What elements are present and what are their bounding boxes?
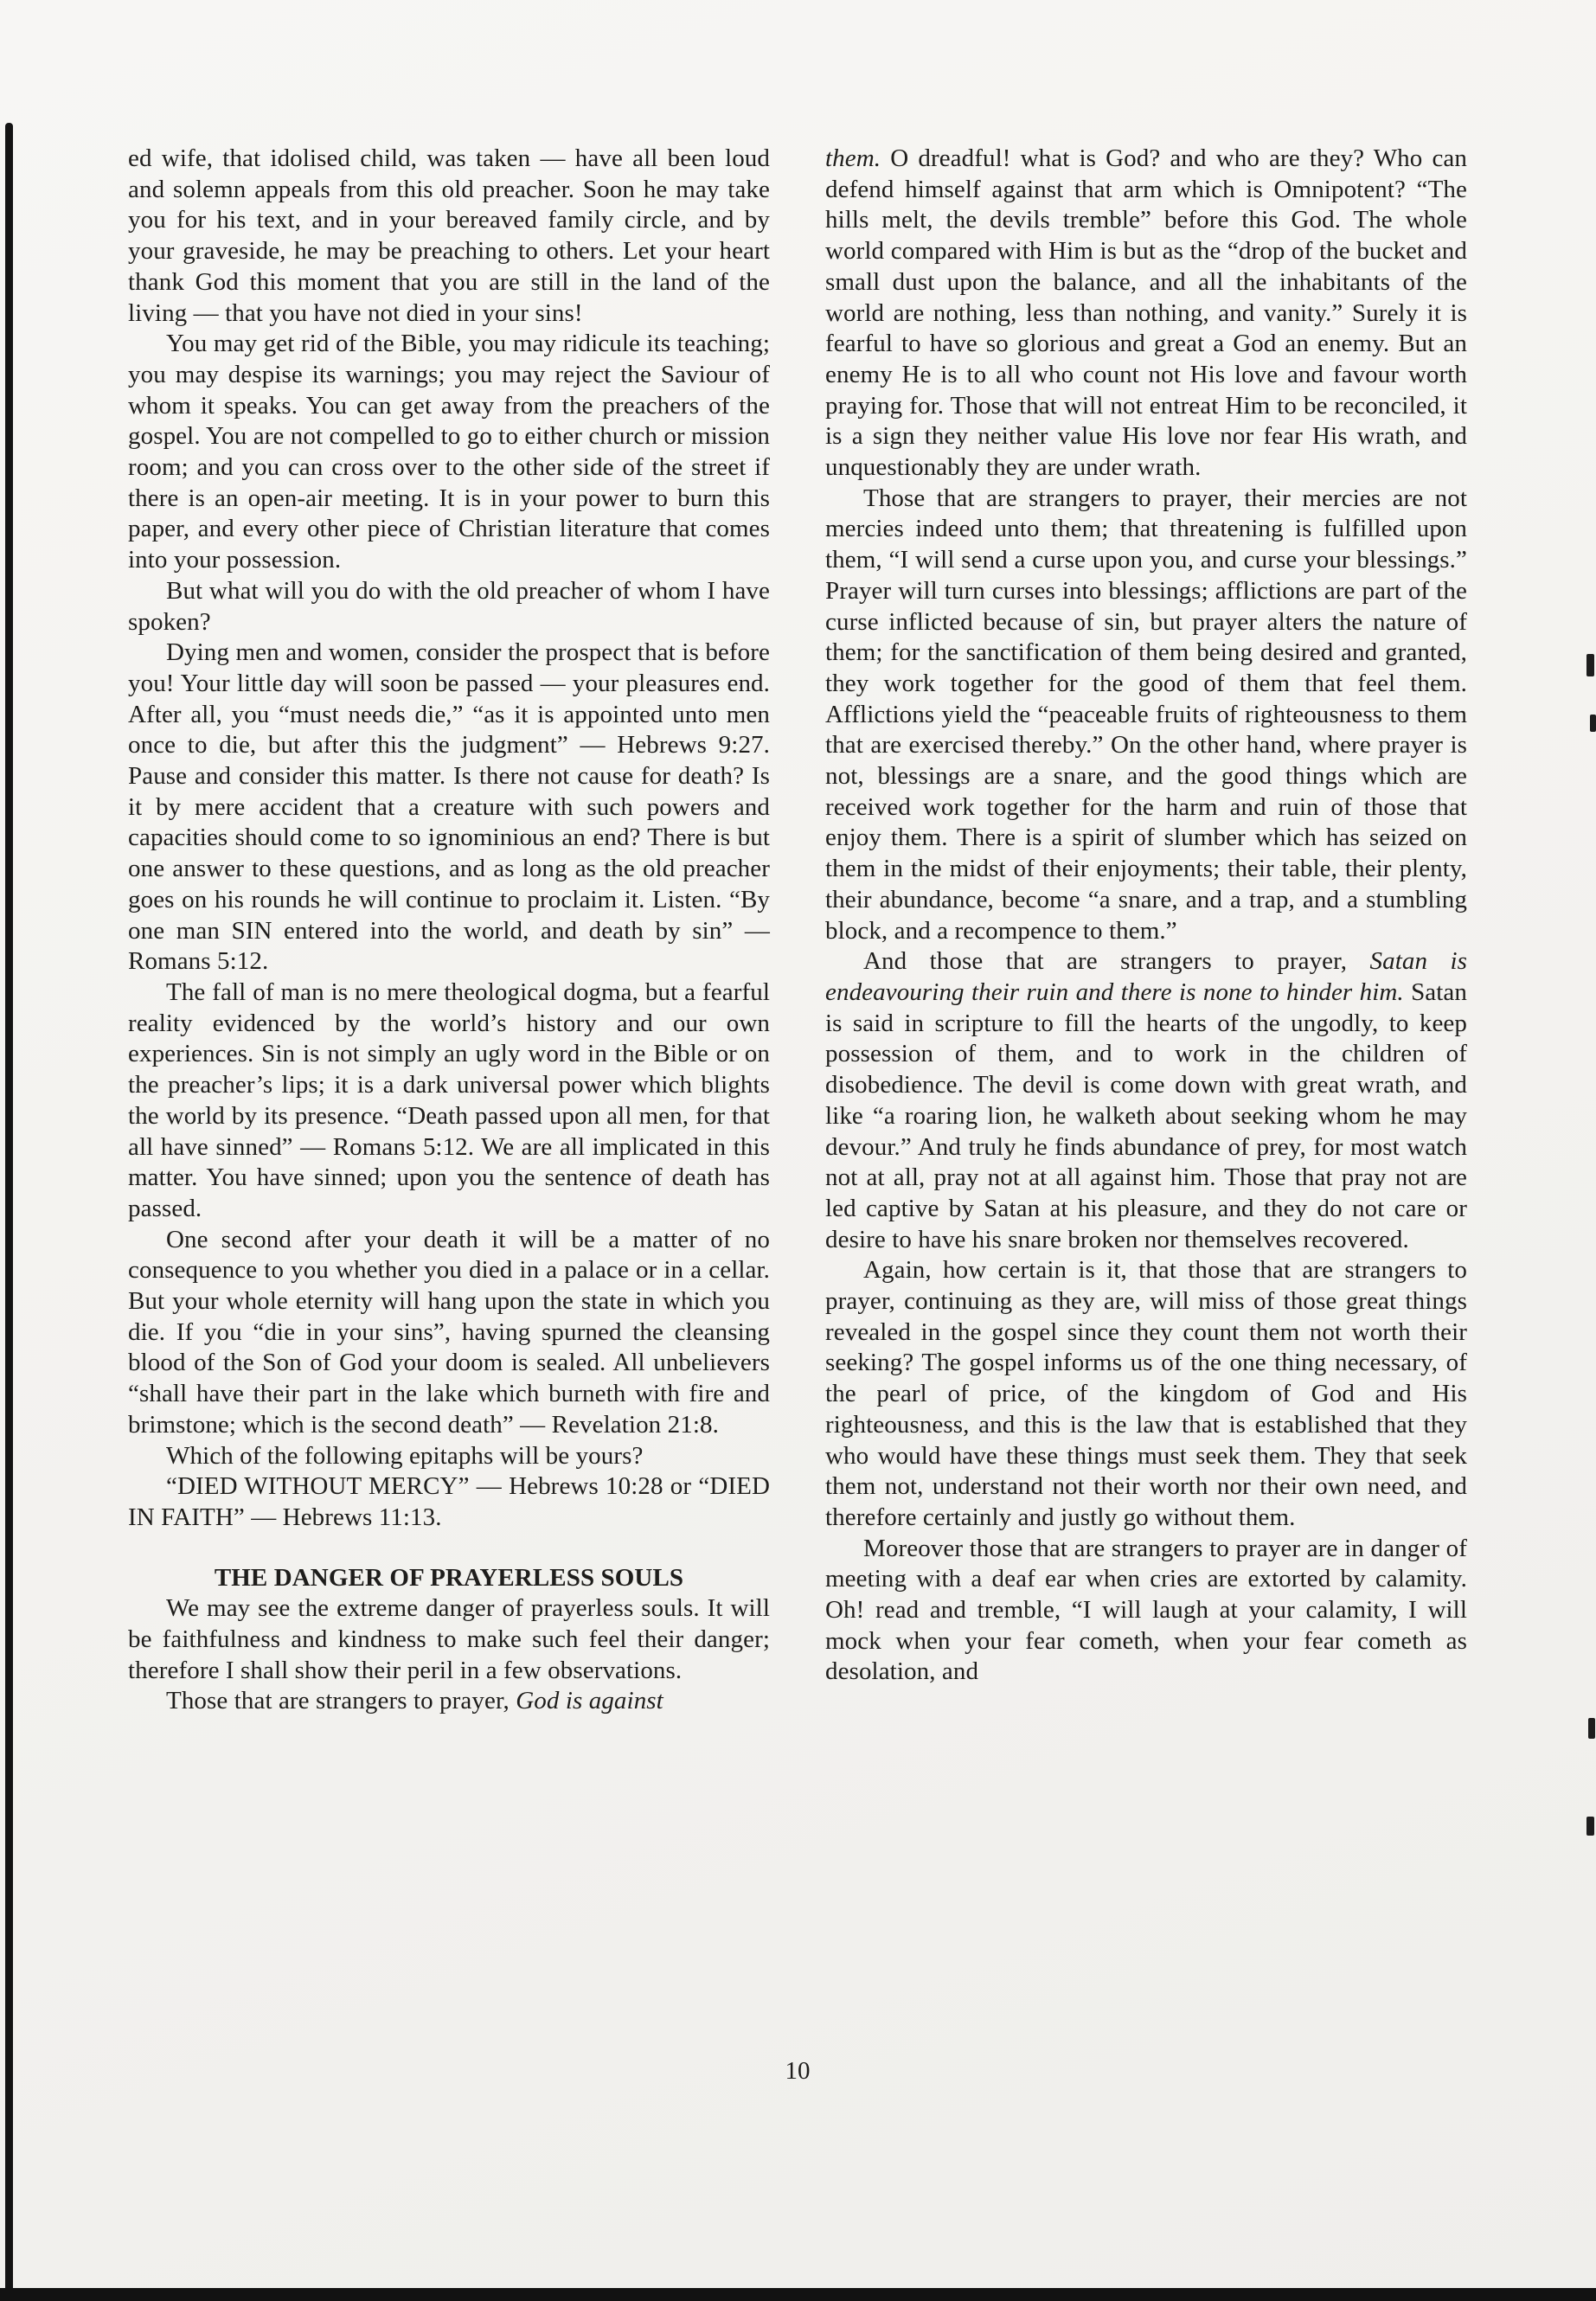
text-segment: Those that are strangers to prayer, (166, 1687, 516, 1715)
paragraph (128, 977, 770, 1225)
text-segment: ed wife, that idolised child, was taken — have all been loud and solemn appeals from this old preacher. Soon he may take you for his text, and in your bereaved family circle, and by your graveside, he may be preaching to others. Let your heart thank God this moment that you are still in the land of the living — that you have not died in your sins! (128, 144, 770, 327)
paragraph (128, 1471, 770, 1533)
paragraph (825, 946, 1467, 1255)
text-column-left (128, 144, 770, 1717)
text-segment: Satan is said in scripture to fill the hearts of the ungodly, to keep possession of them, and to work in the children of disobedience. The devil is come down with great wrath, and like “a roaring lion, he walketh about seeking whom he may devour.” And truly he finds abundance of prey, for most watch not at all, pray not at all against him. Those that pray not are led captive by Satan at his pleasure, and they do not care or desire to have his snare broken nor themselves recovered. (825, 977, 1467, 1253)
text-segment: You may get rid of the Bible, you may ridicule its teaching; you may despise its warnings; you may reject the Saviour of whom it speaks. You can get away from the preachers of the gospel. You are not compelled to go to either church or mission room; and you can cross over to the other side of the street if there is an open-air meeting. It is in your power to burn this paper, and every other piece of Christian literature that comes into your possession. (128, 330, 770, 574)
page-bottom-edge-shadow (0, 2288, 1596, 2301)
text-segment: O dreadful! what is God? and who are they? Who can defend himself against that arm which is Omnipotent? “The hills melt, the devils tremble” before this God. The whole world compared with Him is but as the “drop of the bucket and small dust upon the balance, and all the inhabitants of the world are nothing, less than nothing, and vanity.” Surely it is fearful to have so glorious and great a God an enemy. But an enemy He is to all who count not His love and favour worth praying for. Those that will not entreat Him to be reconciled, it is a sign they neither value His love nor fear His wrath, and unquestionably they are under wrath. (825, 144, 1467, 482)
paragraph (825, 484, 1467, 947)
scan-artifact (1586, 654, 1594, 676)
italic-text-segment: God is against (516, 1687, 663, 1715)
paragraph (825, 1255, 1467, 1533)
text-segment: And those that are strangers to prayer, (863, 947, 1370, 976)
text-segment: Those that are strangers to prayer, their mercies are not mercies indeed unto them; that threatening is fulfilled upon them, “I will send a curse upon you, and curse your blessings.” Prayer will turn curses into blessings; afflictions are part of the curse inflicted because of sin, but prayer alters the nature of them; for the sanctification of them being desired and granted, they work together for the good of them that feel them. Afflictions yield the “peaceable fruits of righteousness to them that are exercised thereby.” On the other hand, where prayer is not, blessings are a snare, and the good things which are received work together for the harm and ruin of those that enjoy them. There is a spirit of slumber which has seized on them in the midst of their enjoyments; their table, their plenty, their abundance, become “a snare, and a trap, and a stumbling block, and a recompence to them.” (825, 484, 1467, 945)
text-body (128, 144, 1467, 1717)
scan-artifact (1586, 1817, 1594, 1836)
scan-artifact (1590, 715, 1596, 732)
text-segment: Again, how certain is it, that those that are strangers to prayer, continuing as they are, will miss of those great things revealed in the gospel since they count them not worth their seeking? The gospel informs us of the one thing necessary, of the pearl of price, of the kingdom of God and His righteousness, and this is the law that is established that they who would have these things must seek them. They that seek them not, understand not their worth nor their own need, and therefore certainly and justly go without them. (825, 1256, 1467, 1531)
paragraph (825, 144, 1467, 484)
paragraph (128, 1593, 770, 1686)
text-segment: “DIED WITHOUT MERCY” — Hebrews 10:28 or “DIED IN FAITH” — Hebrews 11:13. (128, 1472, 770, 1531)
paragraph (128, 576, 770, 638)
text-segment: Moreover those that are strangers to prayer are in danger of meeting with a deaf ear when cries are extorted by calamity. Oh! read and tremble, “I will laugh at your calamity, I will mock when your fear cometh, when your fear cometh as desolation, and (825, 1534, 1467, 1686)
scan-artifact (1588, 1718, 1595, 1739)
text-column-right (825, 144, 1467, 1717)
text-segment: The fall of man is no mere theological dogma, but a fearful reality evidenced by the world’s history and our own experiences. Sin is not simply an ugly word in the Bible or on the preacher’s lips; it is a dark universal power which blights the world by its presence. “Death passed upon all men, for that all have sinned” — Romans 5:12. We are all implicated in this matter. You have sinned; upon you the sentence of death has passed. (128, 977, 770, 1222)
paragraph (128, 144, 770, 329)
paragraph (128, 1441, 770, 1472)
page-left-edge-shadow (5, 123, 13, 2301)
text-segment: But what will you do with the old preacher of whom I have spoken? (128, 576, 770, 636)
paragraph (128, 638, 770, 977)
paragraph (128, 1225, 770, 1441)
italic-text-segment: Satan is endeavouring their ruin and there is none to hinder him. (825, 947, 1467, 1006)
paragraph (825, 1534, 1467, 1689)
italic-text-segment: them. (825, 144, 881, 172)
text-segment: Which of the following epitaphs will be yours? (166, 1441, 644, 1470)
page-number: 10 (785, 2057, 811, 2085)
text-segment: We may see the extreme danger of prayerless souls. It will be faithfulness and kindness to make such feel their danger; therefore I shall show their peril in a few observations. (128, 1594, 770, 1684)
section-heading: THE DANGER OF PRAYERLESS SOULS (214, 1563, 684, 1592)
paragraph (128, 1686, 770, 1717)
text-segment: One second after your death it will be a matter of no consequence to you whether you died in a palace or in a cellar. But your whole eternity will hang upon the state in which you die. If you “die in your sins”, having spurned the cleansing blood of the Son of God your doom is sealed. All unbelievers “shall have their part in the lake which burneth with fire and brimstone; which is the second death” — Revelation 21:8. (128, 1225, 770, 1439)
text-segment: Dying men and women, consider the prospect that is before you! Your little day will soon be passed — your pleasures end. After all, you “must needs die,” “as it is appointed unto men once to die, but after this the judgment” — Hebrews 9:27. Pause and consider this matter. Is there not cause for death? Is it by mere accident that a creature with such powers and capacities should come to so ignominious an end? There is but one answer to these questions, and as long as the old preacher goes on his rounds he will continue to proclaim it. Listen. “By one man SIN entered into the world, and death by sin” — Romans 5:12. (128, 638, 770, 976)
paragraph (128, 329, 770, 576)
